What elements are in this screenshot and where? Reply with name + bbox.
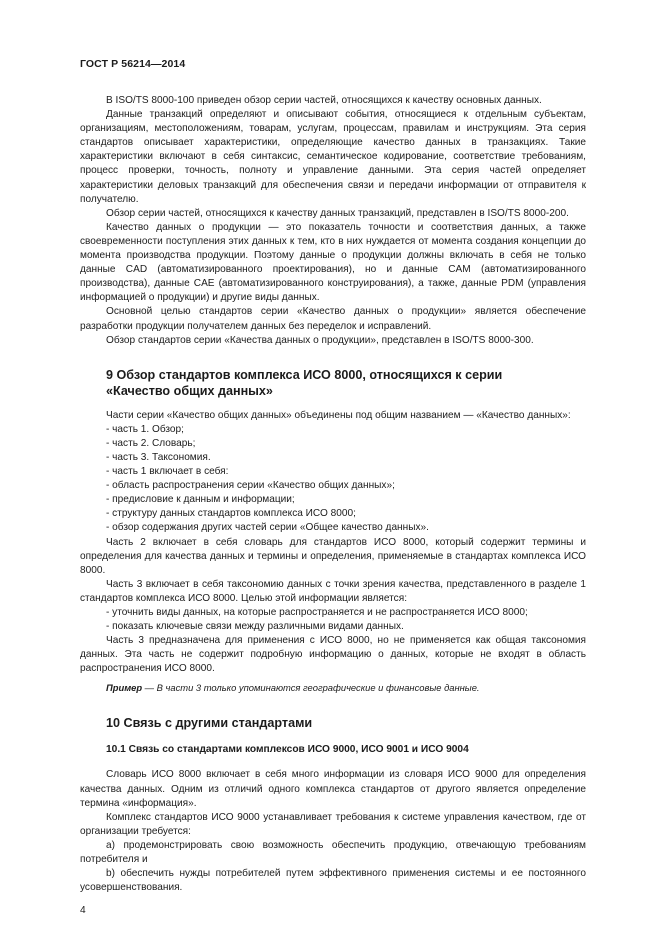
paragraph: Качество данных о продукции — это показатель точности и соответствия данных, а также своевременности поступления этих данных к тем, кто в них нуждается от момента создания концепции до момента производства продукции. Поэтому данные о продукции должны включать в себя не только данные CAD (автоматизированного проектирования), но и данные CAM (автоматизированного производства), данные CAE (автоматизированного конструирования), а также, данные PDM (управления информацией о продукции) и другие виды данных. (80, 221, 586, 304)
section-heading-line: 9 Обзор стандартов комплекса ИСО 8000, относящихся к серии (106, 367, 503, 382)
paragraph: В ISO/TS 8000-100 приведен обзор серии частей, относящихся к качеству основных данных. (106, 95, 542, 106)
paragraph: Обзор серии частей, относящихся к качеству данных транзакций, представлен в ISO/TS 8000-200. (106, 207, 569, 219)
paragraph: Часть 3 предназначена для применения с ИСО 8000, но не применяется как общая таксономия данных. Эта часть не содержит подробную информацию о данных, которые не входят в область распространения ИСО 8000. (80, 635, 586, 675)
page-number: 4 (80, 905, 86, 917)
list-item: - обзор содержания других частей серии «Общее качество данных». (106, 522, 429, 534)
example-note (80, 681, 586, 695)
list-item: - показать ключевые связи между различными видами данных. (106, 621, 404, 633)
section-heading-line: «Качество общих данных» (106, 383, 273, 398)
document-header: ГОСТ Р 56214—2014 (80, 58, 186, 70)
paragraph: Части серии «Качество общих данных» объединены под общим названием — «Качество данных»: (106, 409, 571, 421)
subsection-heading: 10.1 Связь со стандартами комплексов ИСО 9000, ИСО 9001 и ИСО 9004 (106, 744, 469, 756)
paragraph: Обзор стандартов серии «Качества данных о продукции», представлен в ISO/TS 8000-300. (106, 334, 534, 346)
list-item: a) продемонстрировать свою возможность обеспечить продукцию, отвечающую требованиям потребителя и (80, 839, 586, 866)
list-item: - часть 1. Обзор; (106, 423, 184, 435)
paragraph: Часть 2 включает в себя словарь для стандартов ИСО 8000, который содержит термины и определения для качества данных и термины и определения, применяемые в стандартах комплекса ИСО 8000. (80, 536, 586, 576)
list-item: - структуру данных стандартов комплекса ИСО 8000; (106, 508, 356, 520)
section-10-heading (80, 715, 586, 731)
paragraph: Основной целью стандартов серии «Качество данных о продукции» является обеспечение разработки продукции получателем данных без переделок и исправлений. (80, 306, 586, 332)
list-item: - область распространения серии «Качество общих данных»; (106, 480, 395, 492)
paragraph: Данные транзакций определяют и описывают события, относящиеся к отдельным субъектам, организациям, местоположениям, товарам, услугам, процессам, правилам и инструкциям. Эта серия стандартов описывает характеристики, определяющие качество данных в транзакциях. Такие характеристики включают в себя синтаксис, семантическое кодирование, соответствие требованиям, процесс проверки, точность, полноту и управление данными. Эта серия частей определяет характеристики деловых транзакций для обеспечения связи и передачи информации от отправителя к получателю. (80, 109, 586, 205)
section-9-heading (80, 367, 586, 399)
list-item: - часть 3. Таксономия. (106, 451, 211, 463)
example-label: Пример (106, 682, 143, 694)
subsection-10-1-heading (80, 743, 586, 757)
section-heading-line: 10 Связь с другими стандартами (106, 716, 313, 731)
list-item: - часть 2. Словарь; (106, 437, 196, 449)
paragraph: Часть 3 включает в себя таксономию данных с точки зрения качества, представленного в разделе 1 стандартов комплекса ИСО 8000. Целью этой информации является: (80, 578, 586, 604)
list-item: - уточнить виды данных, на которые распространяется и не распространяется ИСО 8000; (106, 607, 528, 618)
list-item: - часть 1 включает в себя: (106, 466, 229, 478)
list-item: b) обеспечить нужды потребителей путем эффективного применения системы и ее постоянного усовершенствования. (80, 868, 586, 894)
paragraph: Словарь ИСО 8000 включает в себя много информации из словаря ИСО 9000 для определения качества данных. Одним из отличий одного комплекса стандартов от другого является определение термина «информация». (80, 769, 586, 809)
list-item: - предисловие к данным и информации; (106, 494, 295, 506)
document-page (80, 58, 586, 916)
example-text: — В части 3 только упоминаются географические и финансовые данные. (142, 682, 480, 694)
paragraph: Комплекс стандартов ИСО 9000 устанавливает требования к системе управления качеством, где от организации требуется: (80, 811, 586, 837)
